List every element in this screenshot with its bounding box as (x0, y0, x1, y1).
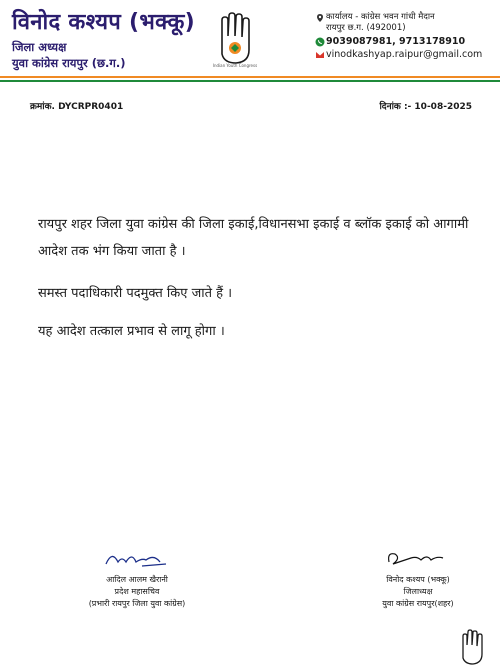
phone-numbers: 9039087981, 9713178910 (326, 36, 466, 47)
contact-block (314, 12, 482, 62)
congress-hand-logo-footer (458, 628, 488, 668)
signatory-right (348, 548, 488, 610)
phone-row (314, 36, 482, 47)
letterhead-organization: युवा कांग्रेस रायपुर (छ.ग.) (12, 56, 126, 70)
signature-right (383, 548, 453, 570)
logo-caption: Indian Youth Congress (212, 63, 258, 68)
signatory-right-subtitle: युवा कांग्रेस रायपुर(शहर) (382, 599, 454, 608)
reference-number: क्रमांक. DYCRPR0401 (30, 102, 124, 112)
letterhead-name: विनोद कश्यप (भक्कू) (12, 10, 196, 35)
signature-left (102, 548, 172, 570)
signatory-left-subtitle: (प्रभारी रायपुर जिला युवा कांग्रेस) (88, 599, 186, 608)
signatory-left (52, 548, 222, 610)
letter-date: दिनांक :- 10-08-2025 (379, 102, 472, 112)
email-address: vinodkashyap.raipur@gmail.com (326, 49, 483, 60)
mail-icon (314, 50, 326, 60)
signatory-right-name: विनोद कश्यप (भक्कू) (386, 575, 450, 584)
body-paragraph-2: समस्त पदाधिकारी पदमुक्त किए जाते हैं । (38, 286, 233, 301)
signatory-left-name: आदिल आलम खैरानी (106, 575, 168, 584)
tricolor-divider (0, 76, 500, 82)
address-line-2: रायपुर छ.ग. (492001) (326, 23, 406, 33)
address-row (314, 12, 482, 34)
signatory-left-title: प्रदेश महासचिव (114, 587, 160, 596)
email-row (314, 49, 482, 60)
whatsapp-icon (314, 37, 326, 47)
body-paragraph-3: यह आदेश तत्काल प्रभाव से लागू होगा । (38, 324, 225, 339)
body-paragraph-1: रायपुर शहर जिला युवा कांग्रेस की जिला इकाई,विधानसभा इकाई व ब्लॉक इकाई को आगामी आदेश तक भंग किया जाता है । (38, 217, 469, 259)
signatory-right-title: जिलाध्यक्ष (403, 587, 433, 596)
address-line-1: कार्यालय - कांग्रेस भवन गांधी मैदान (326, 12, 435, 22)
green-stripe (0, 80, 500, 82)
letterhead-designation: जिला अध्यक्ष (12, 40, 67, 54)
location-icon (314, 13, 326, 23)
